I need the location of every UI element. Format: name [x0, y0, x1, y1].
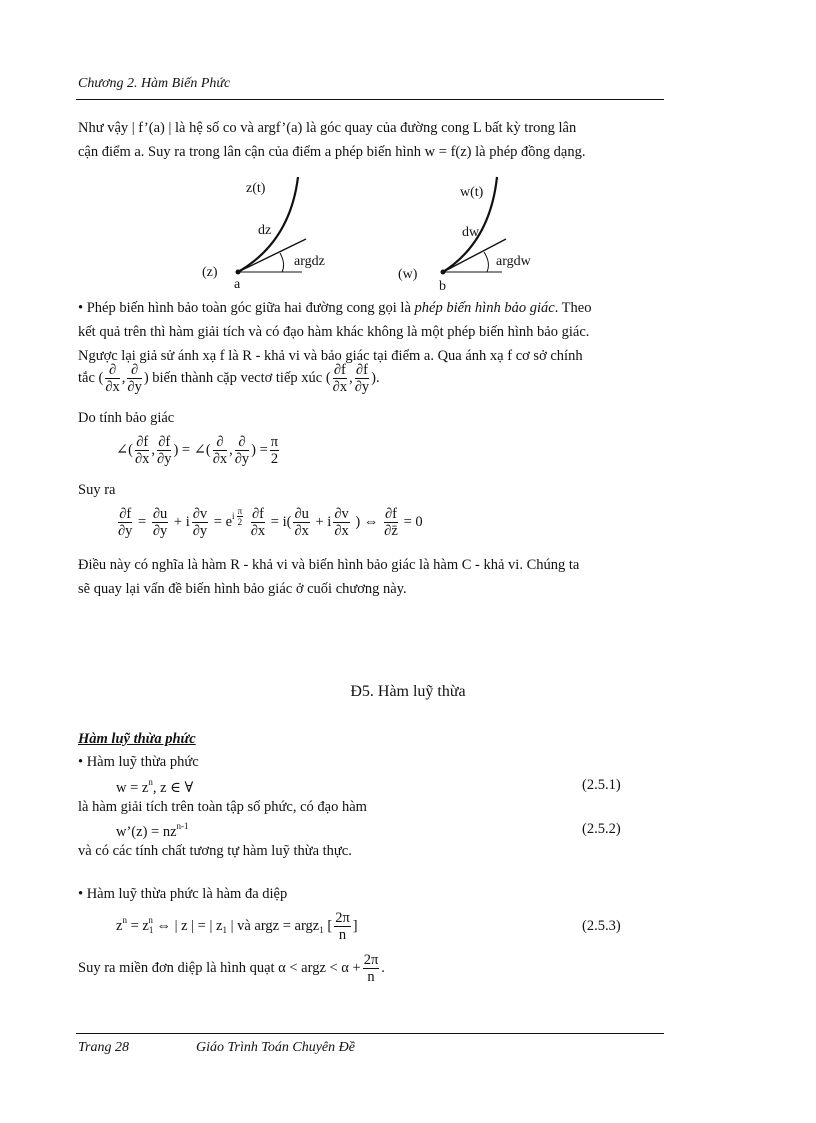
exponent	[232, 506, 245, 528]
frac-den: ∂y	[234, 451, 250, 467]
bullet-1	[78, 754, 199, 771]
eq2-sup: n-1	[176, 821, 189, 831]
book-title: Giáo Trình Toán Chuyên Đề	[196, 1040, 355, 1055]
frac-num: ∂f	[136, 434, 149, 450]
equals-angle: ) = ∠(	[173, 441, 211, 458]
frac-den: 2	[270, 451, 279, 467]
exp-frac	[237, 506, 244, 527]
frac-num: ∂	[105, 362, 119, 379]
label-argdw: argdw	[496, 254, 531, 269]
conformal-equation	[116, 434, 281, 467]
subsection-title: Hàm luỹ thừa phức	[78, 731, 196, 747]
label-argdz: argdz	[294, 254, 325, 269]
last-line	[78, 952, 385, 985]
eq3-sub: 1	[148, 924, 154, 935]
frac-num: ∂f	[119, 506, 132, 522]
label-b: b	[439, 279, 446, 292]
conformal-figure	[190, 172, 550, 292]
iff-symbol: ) ⇔	[355, 513, 379, 530]
paragraph-2-text-b: . Theo	[554, 300, 592, 316]
frac-pi-2	[270, 434, 279, 467]
figure-right	[398, 177, 532, 292]
chapter-header: Chương 2. Hàm Biến Phức	[78, 76, 231, 91]
frac-num: ∂f	[384, 506, 397, 522]
comma: ,	[121, 369, 126, 386]
section-title: Đ5. Hàm luỹ thừa	[350, 683, 466, 700]
frac-den: n	[367, 969, 375, 985]
bullet-1-end: và có các tính chất tương tự hàm luỹ thừa thực.	[78, 843, 352, 859]
frac-den: ∂x	[294, 523, 309, 539]
label-a: a	[234, 277, 241, 292]
frac-num: ∂u	[152, 506, 168, 522]
frac-df-dx	[135, 434, 149, 467]
frac-den: ∂x	[212, 451, 228, 467]
page-number: Trang 28	[78, 1040, 129, 1055]
paragraph-3-line-1: Điều này có nghĩa là hàm R - khả vi và biến hình bảo giác là hàm C - khả vi. Chúng ta	[78, 557, 580, 573]
frac-num: ∂	[235, 434, 249, 451]
equation-2-5-3	[116, 910, 358, 943]
frac-num: ∂f	[355, 362, 368, 378]
frac-den: ∂y	[192, 523, 208, 539]
label-z-t: z(t)	[246, 181, 266, 196]
header-rule	[76, 99, 664, 100]
eq3-modulus: ⇔ | z | = | z	[152, 917, 223, 934]
eq3-sub: 1	[319, 924, 324, 935]
frac-den: ∂x	[334, 523, 349, 539]
paragraph-2-line-2: kết quả trên thì hàm giải tích và có đạo hàm khác không là một phép biến hình bảo giác.	[78, 324, 590, 340]
footer-rule	[76, 1033, 664, 1034]
comma: ,	[229, 441, 233, 458]
comma: ,	[151, 441, 156, 458]
frac-2pi-n	[334, 910, 351, 943]
frac-num: 2π	[363, 952, 379, 968]
frac-du-dy	[152, 506, 168, 539]
paragraph-3-line-2: sẽ quay lại vấn đề biến hình bảo giác ở cuối chương này.	[78, 581, 407, 597]
label-w-t: w(t)	[460, 185, 484, 200]
eq1-lhs: w = z	[116, 780, 149, 796]
frac-den: ∂x	[250, 523, 266, 539]
cauchy-riemann-equation	[116, 506, 423, 539]
frac-den: ∂z̄	[384, 523, 398, 539]
frac-dv-dy	[192, 506, 208, 539]
frac-den: ∂x	[332, 379, 348, 395]
frac-d-dx	[213, 434, 227, 467]
frac-num: π	[237, 506, 243, 517]
frac-num: ∂f	[158, 434, 171, 450]
plus-i: + i	[173, 513, 190, 530]
eq-number-2-5-2: (2.5.2)	[582, 821, 621, 837]
label-z-plane: (z)	[202, 265, 218, 280]
plus-i: + i	[315, 513, 332, 530]
frac-d-dy	[235, 434, 249, 467]
bullet-1-text: là hàm giải tích trên toàn tập số phức, có đạo hàm	[78, 799, 367, 815]
paragraph-2	[78, 296, 664, 368]
frac-df-dy	[118, 506, 132, 539]
exp-i: i	[232, 510, 235, 521]
frac-du-dx	[293, 506, 309, 539]
paragraph-2-text-a: Phép biến hình bảo toàn góc giữa hai đường cong gọi là	[86, 300, 411, 316]
eq3-sub: 1	[222, 924, 227, 935]
eq-number-2-5-1: (2.5.1)	[582, 777, 621, 793]
eq2-lhs: w’(z) = nz	[116, 824, 177, 840]
frac-d-dy	[127, 362, 141, 395]
frac-num: ∂u	[294, 506, 309, 522]
frac-den: 2	[237, 517, 243, 528]
label-dw: dw	[462, 225, 480, 240]
paragraph-1-line-2: cận điểm a. Suy ra trong lân cận của điểm a phép biến hình w = f(z) là phép đồng dạng.	[78, 144, 586, 160]
frac-df-dzbar	[384, 506, 398, 539]
eq3-z: z	[116, 917, 123, 934]
frac-den: ∂y	[127, 379, 142, 395]
bullet-2-label: Hàm luỹ thừa phức là hàm đa diệp	[86, 886, 288, 902]
eq1-domain: , z ∈ ∀	[152, 780, 194, 796]
paragraph-2-line-4	[78, 362, 380, 395]
angle-arc-left	[280, 253, 284, 272]
frac-den: ∂y	[152, 523, 168, 539]
line-4-end: ).	[371, 369, 380, 386]
label-dz: dz	[258, 223, 272, 238]
equation-2-5-1	[116, 777, 193, 797]
comma: ,	[349, 369, 353, 386]
frac-num: π	[270, 434, 279, 450]
eq3-arg: | và argz = argz	[226, 917, 320, 934]
frac-den: ∂x	[134, 451, 150, 467]
frac-2pi-n	[363, 952, 380, 985]
eq3-z1: = z	[126, 917, 149, 934]
paragraph-2-line-3: Ngược lại giả sử ánh xạ f là R - khả vi và bảo giác tại điểm a. Qua ánh xạ f cơ sở chính	[78, 348, 583, 364]
equation-2-5-2	[116, 821, 189, 841]
bullet: •	[78, 886, 84, 902]
frac-den: n	[338, 927, 347, 943]
paragraph-2-line-1	[78, 296, 664, 320]
bullet-2	[78, 886, 287, 903]
conformal-intro: Do tính bảo giác	[78, 410, 175, 426]
equals: =	[138, 513, 147, 530]
paragraph-1	[78, 116, 664, 164]
bullet: •	[78, 300, 84, 316]
frac-num: ∂f	[251, 506, 264, 522]
frac-num: ∂	[213, 434, 227, 451]
eq3-bracket-close: ]	[352, 917, 358, 934]
eq3-bracket-open: [	[323, 917, 333, 934]
eq-number-2-5-3: (2.5.3)	[582, 918, 621, 934]
bullet-1-label: Hàm luỹ thừa phức	[86, 754, 199, 770]
equals-i: = i(	[270, 513, 292, 530]
paragraph-1-line-1: Như vậy | f’(a) | là hệ số co và argf’(a) là góc quay của đường cong L bất kỳ trong lân	[78, 120, 577, 136]
line-4-start: tắc (	[78, 369, 104, 386]
line-4-mid: ) biến thành cặp vectơ tiếp xúc (	[143, 369, 331, 386]
period: .	[381, 959, 385, 976]
eq1-sup: n	[148, 777, 153, 787]
paragraph-3	[78, 553, 664, 601]
bullet: •	[78, 754, 84, 770]
label-w-plane: (w)	[398, 267, 418, 282]
frac-den: ∂y	[157, 451, 172, 467]
term-conformal-map: phép biến hình bảo giác	[414, 300, 555, 316]
frac-num: ∂	[127, 362, 141, 379]
equals: ) =	[251, 441, 268, 458]
point-a	[236, 270, 241, 275]
angle-symbol: ∠(	[116, 441, 133, 458]
frac-den: ∂x	[105, 379, 120, 395]
point-b	[441, 270, 446, 275]
frac-den: ∂y	[354, 379, 370, 395]
frac-num: ∂v	[192, 506, 208, 522]
exp-base: e	[225, 513, 233, 530]
figure-left	[202, 177, 325, 292]
deriv-intro: Suy ra	[78, 482, 116, 498]
frac-df-dy	[157, 434, 171, 467]
frac-df-dx	[333, 362, 347, 395]
frac-df-dx	[251, 506, 265, 539]
angle-arc-right	[484, 252, 488, 272]
frac-num: ∂f	[333, 362, 346, 378]
frac-num: ∂v	[334, 506, 349, 522]
last-line-text: Suy ra miền đơn diệp là hình quạt α < argz < α +	[78, 959, 361, 976]
eq3-sup2: n	[148, 914, 153, 925]
frac-num: 2π	[335, 910, 350, 926]
frac-d-dx	[105, 362, 119, 395]
frac-dv-dx	[333, 506, 349, 539]
equals-zero: = 0	[403, 513, 423, 530]
frac-df-dy	[355, 362, 369, 395]
frac-den: ∂y	[118, 523, 133, 539]
equals: =	[213, 513, 222, 530]
eq3-sup: n	[122, 914, 127, 925]
